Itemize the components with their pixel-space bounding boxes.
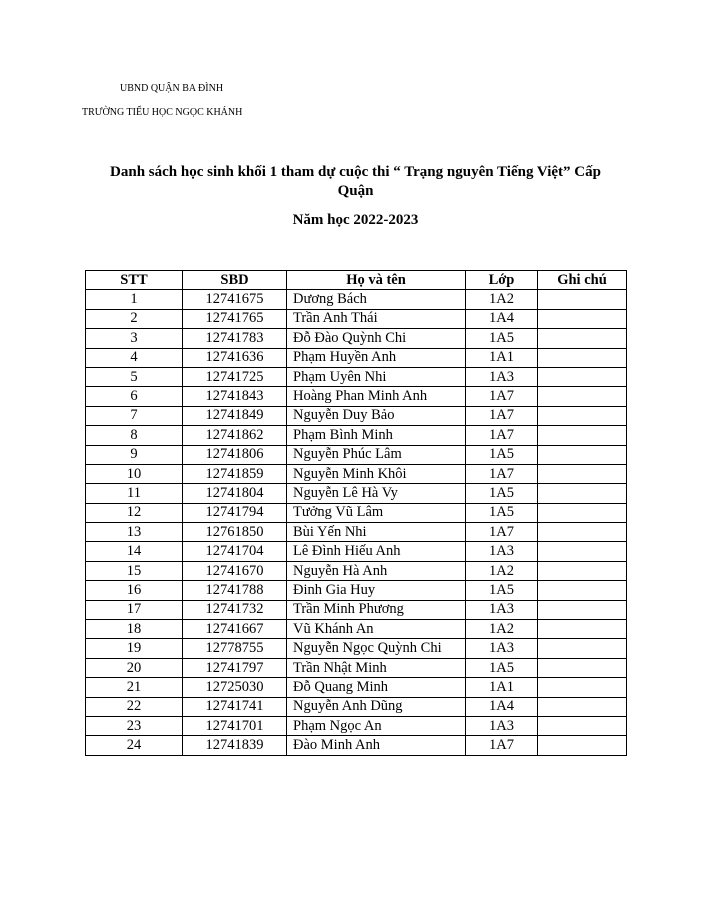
cell-note xyxy=(538,329,627,348)
cell-stt: 15 xyxy=(86,561,183,580)
table-row xyxy=(86,678,627,697)
cell-sbd: 12741725 xyxy=(183,367,287,386)
column-header-sbd: SBD xyxy=(183,271,287,290)
cell-full-name: Tưởng Vũ Lâm xyxy=(287,503,466,522)
cell-class: 1A4 xyxy=(466,697,538,716)
cell-stt: 14 xyxy=(86,542,183,561)
cell-stt: 2 xyxy=(86,309,183,328)
cell-full-name: Đỗ Đào Quỳnh Chi xyxy=(287,329,466,348)
cell-class: 1A5 xyxy=(466,445,538,464)
cell-full-name: Nguyễn Phúc Lâm xyxy=(287,445,466,464)
cell-sbd: 12741701 xyxy=(183,716,287,735)
table-row xyxy=(86,581,627,600)
cell-class: 1A5 xyxy=(466,503,538,522)
cell-note xyxy=(538,697,627,716)
school-name: TRƯỜNG TIỂU HỌC NGỌC KHÁNH xyxy=(82,107,243,118)
table-row xyxy=(86,542,627,561)
cell-sbd: 12741675 xyxy=(183,290,287,309)
cell-sbd: 12741804 xyxy=(183,484,287,503)
document-title: Danh sách học sinh khối 1 tham dự cuộc thi “ Trạng nguyên Tiếng Việt” Cấp Quận xyxy=(110,164,601,199)
table-row xyxy=(86,658,627,677)
cell-stt: 10 xyxy=(86,464,183,483)
table-row xyxy=(86,736,627,755)
table-row xyxy=(86,348,627,367)
cell-full-name: Đinh Gia Huy xyxy=(287,581,466,600)
cell-class: 1A3 xyxy=(466,367,538,386)
table-row xyxy=(86,387,627,406)
cell-full-name: Đào Minh Anh xyxy=(287,736,466,755)
cell-stt: 4 xyxy=(86,348,183,367)
table-row xyxy=(86,561,627,580)
cell-stt: 13 xyxy=(86,523,183,542)
cell-stt: 9 xyxy=(86,445,183,464)
cell-note xyxy=(538,464,627,483)
cell-class: 1A3 xyxy=(466,600,538,619)
cell-note xyxy=(538,658,627,677)
cell-sbd: 12778755 xyxy=(183,639,287,658)
cell-full-name: Đỗ Quang Minh xyxy=(287,678,466,697)
cell-sbd: 12741839 xyxy=(183,736,287,755)
cell-class: 1A2 xyxy=(466,290,538,309)
cell-sbd: 12741670 xyxy=(183,561,287,580)
column-header-class: Lớp xyxy=(466,271,538,290)
cell-full-name: Nguyễn Hà Anh xyxy=(287,561,466,580)
table-row xyxy=(86,503,627,522)
cell-stt: 21 xyxy=(86,678,183,697)
table-row xyxy=(86,484,627,503)
table-row xyxy=(86,620,627,639)
cell-note xyxy=(538,484,627,503)
cell-stt: 1 xyxy=(86,290,183,309)
cell-stt: 20 xyxy=(86,658,183,677)
cell-note xyxy=(538,426,627,445)
cell-full-name: Dương Bách xyxy=(287,290,466,309)
column-header-note: Ghi chú xyxy=(538,271,627,290)
cell-note xyxy=(538,716,627,735)
cell-stt: 18 xyxy=(86,620,183,639)
cell-class: 1A3 xyxy=(466,639,538,658)
cell-note xyxy=(538,542,627,561)
cell-stt: 7 xyxy=(86,406,183,425)
cell-class: 1A5 xyxy=(466,329,538,348)
table-row xyxy=(86,600,627,619)
table-row xyxy=(86,464,627,483)
table-row xyxy=(86,716,627,735)
table-row xyxy=(86,426,627,445)
cell-note xyxy=(538,678,627,697)
cell-stt: 23 xyxy=(86,716,183,735)
cell-note xyxy=(538,445,627,464)
cell-class: 1A7 xyxy=(466,426,538,445)
cell-full-name: Nguyễn Anh Dũng xyxy=(287,697,466,716)
cell-stt: 16 xyxy=(86,581,183,600)
cell-full-name: Phạm Uyên Nhi xyxy=(287,367,466,386)
cell-sbd: 12741732 xyxy=(183,600,287,619)
cell-note xyxy=(538,367,627,386)
cell-sbd: 12741667 xyxy=(183,620,287,639)
cell-sbd: 12741741 xyxy=(183,697,287,716)
cell-sbd: 12741859 xyxy=(183,464,287,483)
cell-note xyxy=(538,523,627,542)
table-row xyxy=(86,445,627,464)
cell-sbd: 12741788 xyxy=(183,581,287,600)
cell-full-name: Bùi Yến Nhi xyxy=(287,523,466,542)
table-row xyxy=(86,329,627,348)
cell-note xyxy=(538,581,627,600)
cell-class: 1A3 xyxy=(466,542,538,561)
cell-sbd: 12741783 xyxy=(183,329,287,348)
cell-note xyxy=(538,639,627,658)
cell-class: 1A1 xyxy=(466,678,538,697)
cell-sbd: 12725030 xyxy=(183,678,287,697)
cell-class: 1A7 xyxy=(466,464,538,483)
cell-sbd: 12741765 xyxy=(183,309,287,328)
cell-sbd: 12741806 xyxy=(183,445,287,464)
cell-note xyxy=(538,406,627,425)
table-row xyxy=(86,639,627,658)
table-row xyxy=(86,290,627,309)
column-header-full-name: Họ và tên xyxy=(287,271,466,290)
cell-full-name: Hoàng Phan Minh Anh xyxy=(287,387,466,406)
cell-sbd: 12741797 xyxy=(183,658,287,677)
cell-class: 1A7 xyxy=(466,387,538,406)
table-header-row xyxy=(86,271,627,290)
cell-full-name: Nguyễn Minh Khôi xyxy=(287,464,466,483)
cell-sbd: 12741704 xyxy=(183,542,287,561)
table-row xyxy=(86,406,627,425)
cell-stt: 6 xyxy=(86,387,183,406)
cell-sbd: 12741636 xyxy=(183,348,287,367)
cell-stt: 22 xyxy=(86,697,183,716)
cell-stt: 19 xyxy=(86,639,183,658)
cell-note xyxy=(538,290,627,309)
table-row xyxy=(86,697,627,716)
table-row xyxy=(86,523,627,542)
cell-sbd: 12741849 xyxy=(183,406,287,425)
cell-sbd: 12741794 xyxy=(183,503,287,522)
column-header-stt: STT xyxy=(86,271,183,290)
cell-class: 1A1 xyxy=(466,348,538,367)
school-year: Năm học 2022-2023 xyxy=(292,212,419,228)
cell-full-name: Nguyễn Lê Hà Vy xyxy=(287,484,466,503)
cell-note xyxy=(538,561,627,580)
cell-note xyxy=(538,620,627,639)
cell-stt: 12 xyxy=(86,503,183,522)
cell-full-name: Trần Minh Phương xyxy=(287,600,466,619)
cell-note xyxy=(538,600,627,619)
cell-full-name: Lê Đình Hiếu Anh xyxy=(287,542,466,561)
cell-class: 1A5 xyxy=(466,581,538,600)
table-row xyxy=(86,309,627,328)
cell-class: 1A2 xyxy=(466,620,538,639)
cell-class: 1A7 xyxy=(466,736,538,755)
cell-stt: 3 xyxy=(86,329,183,348)
cell-note xyxy=(538,736,627,755)
cell-note xyxy=(538,348,627,367)
cell-full-name: Phạm Bình Minh xyxy=(287,426,466,445)
cell-class: 1A7 xyxy=(466,406,538,425)
cell-class: 1A5 xyxy=(466,658,538,677)
cell-stt: 17 xyxy=(86,600,183,619)
cell-sbd: 12741862 xyxy=(183,426,287,445)
cell-full-name: Vũ Khánh An xyxy=(287,620,466,639)
cell-class: 1A4 xyxy=(466,309,538,328)
cell-stt: 8 xyxy=(86,426,183,445)
cell-stt: 5 xyxy=(86,367,183,386)
cell-full-name: Nguyễn Ngọc Quỳnh Chi xyxy=(287,639,466,658)
cell-note xyxy=(538,387,627,406)
cell-class: 1A5 xyxy=(466,484,538,503)
cell-note xyxy=(538,309,627,328)
cell-class: 1A3 xyxy=(466,716,538,735)
cell-full-name: Trần Nhật Minh xyxy=(287,658,466,677)
cell-full-name: Phạm Huyền Anh xyxy=(287,348,466,367)
cell-note xyxy=(538,503,627,522)
table-row xyxy=(86,367,627,386)
cell-class: 1A7 xyxy=(466,523,538,542)
cell-class: 1A2 xyxy=(466,561,538,580)
cell-full-name: Phạm Ngọc An xyxy=(287,716,466,735)
cell-stt: 24 xyxy=(86,736,183,755)
cell-full-name: Nguyễn Duy Bảo xyxy=(287,406,466,425)
table-body xyxy=(86,290,627,755)
cell-full-name: Trần Anh Thái xyxy=(287,309,466,328)
cell-sbd: 12761850 xyxy=(183,523,287,542)
cell-sbd: 12741843 xyxy=(183,387,287,406)
student-list-table xyxy=(85,270,627,756)
department-name: UBND QUẬN BA ĐÌNH xyxy=(120,83,224,94)
cell-stt: 11 xyxy=(86,484,183,503)
